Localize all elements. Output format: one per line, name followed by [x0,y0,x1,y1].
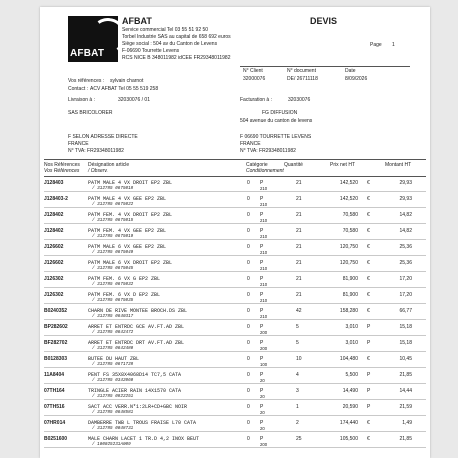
cell-cur: P [367,340,371,346]
cell-amt: 25,36 [399,260,412,266]
cell-desc: ARRET ET ENTRDC DRT AV.FT.AD ZBL [88,340,185,346]
cell-qty: 3 [296,388,299,394]
cell-cat: 0 [247,308,250,314]
livraison-value: 32030076 / 01 [118,97,150,103]
table-row [40,323,430,336]
cell-desc: PATM FEM. 4 VX GEE EP2 ZBL [88,228,167,234]
table-row [40,339,430,352]
cell-unit: P [260,212,264,218]
cell-amt: 17,20 [399,276,412,282]
row-divider [44,335,426,336]
row-divider [44,239,426,240]
cell-desc: ARRET ET ENTRDC GCE AV.FT.AD ZBL [88,324,185,330]
col-header-conditioning: Conditionnement [246,168,284,174]
cell-ref: / 312785 0648581 [92,410,134,415]
row-divider [44,447,426,448]
cell-ref: / 312785 0640317 [92,314,134,319]
row-divider [44,255,426,256]
cell-cur: € [367,244,370,250]
cell-cond: 210 [260,314,268,319]
cell-unit: P [260,196,264,202]
cell-cur: € [367,196,370,202]
cell-qty: 2 [296,420,299,426]
cell-amt: 10,45 [399,356,412,362]
table-row [40,243,430,256]
cell-ref: / 312785 0671728 [92,362,134,367]
row-divider [44,303,426,304]
cell-unit: P [260,356,264,362]
cell-code: J128403 [44,180,64,186]
cell-unit: P [260,340,264,346]
table-body [40,179,430,458]
cell-unit: P [260,324,264,330]
cell-pu: 104,480 [339,356,358,362]
billing-country: FRANCE [240,141,261,147]
col-header-amount: Montant HT [385,162,412,168]
table-row [40,355,430,368]
table-row [40,259,430,272]
cell-unit: P [260,292,264,298]
cell-qty: 5 [296,324,299,330]
cell-cond: 210 [260,202,268,207]
cell-amt: 21,59 [399,404,412,410]
cell-code: B0240352 [44,308,68,314]
table-row [40,211,430,224]
col-header-quantity: Quantité [284,162,303,168]
table-row [40,387,430,400]
page-label: Page [370,42,382,48]
cell-qty: 21 [296,260,302,266]
row-divider [44,287,426,288]
cell-cond: 200 [260,346,268,351]
cell-cur: € [367,420,370,426]
cell-cond: 200 [260,442,268,447]
cell-unit: P [260,388,264,394]
cell-unit: P [260,436,264,442]
cell-amt: 29,93 [399,180,412,186]
cell-cur: € [367,308,370,314]
cell-unit: P [260,260,264,266]
table-row [40,403,430,416]
refs-value: sylvain charnot [110,78,144,84]
cell-code: J126302 [44,292,64,298]
cell-desc: MALE CHARN LACET 1 TR.D 4,2 INOX BEUT [88,436,200,442]
cell-desc: PATM MALE 4 VX DROIT EP2 ZBL [88,180,173,186]
cell-ref: / 312785 0675045 [92,266,134,271]
cell-cur: € [367,180,370,186]
row-divider [44,191,426,192]
cell-cat: 0 [247,228,250,234]
cell-cond: 210 [260,250,268,255]
cell-qty: 21 [296,276,302,282]
meta-divider [240,66,410,67]
afbat-logo [68,16,118,62]
row-divider [44,271,426,272]
billing-city: F 06690 TOURRETTE LEVENS [240,134,312,140]
cell-code: 07HR014 [44,420,66,426]
table-header-line [44,176,426,177]
contact-value: ACV AFBAT Tel 05 55 519 258 [90,86,159,92]
cell-ref: / 100025231A009 [92,442,131,447]
cell-ref: / 312785 0675032 [92,282,134,287]
delivery-country: FRANCE [68,141,89,147]
row-divider [44,399,426,400]
document-number: DE/ 26711118 [287,76,318,82]
cell-ref: / 312785 0642480 [92,346,134,351]
cell-qty: 4 [296,372,299,378]
cell-qty: 21 [296,292,302,298]
page-number: 1 [392,42,395,48]
cell-cat: 0 [247,388,250,394]
cell-amt: 15,18 [399,324,412,330]
billing-tva: N° TVA: FR29348011982 [240,148,296,154]
cell-desc: PATM MALE 6 VX DROIT EP2 ZBL [88,260,173,266]
cell-unit: P [260,180,264,186]
cell-qty: 1 [296,404,299,410]
cell-cat: 0 [247,420,250,426]
cell-pu: 20,590 [342,404,358,410]
cell-unit: P [260,244,264,250]
cell-cond: 210 [260,298,268,303]
cell-desc: PATM FEM. 6 VX D EP2 ZBL [88,292,161,298]
cell-cat: 0 [247,260,250,266]
cell-pu: 120,750 [339,244,358,250]
cell-cond: 210 [260,186,268,191]
cell-unit: P [260,308,264,314]
cell-pu: 3,010 [345,340,358,346]
cell-pu: 81,900 [342,276,358,282]
cell-cat: 0 [247,404,250,410]
cell-cond: 20 [260,394,265,399]
company-name: AFBAT [122,16,152,26]
cell-pu: 174,440 [339,420,358,426]
cell-amt: 25,36 [399,244,412,250]
cell-unit: P [260,372,264,378]
cell-pu: 14,490 [342,388,358,394]
row-divider [44,223,426,224]
cell-pu: 142,520 [339,180,358,186]
cell-amt: 15,18 [399,340,412,346]
cell-desc: PENT FS 35X8X4068D14 TC7,5 CATA [88,372,182,378]
cell-ref: / 312785 0675018 [92,186,134,191]
cell-cond: 210 [260,282,268,287]
table-row [40,291,430,304]
document-page [40,7,430,458]
contact-label: Contact : [68,86,89,92]
document-type: DEVIS [310,16,338,26]
cell-cond: 20 [260,378,265,383]
cell-ref: / 312785 0675049 [92,250,134,255]
cell-cat: 0 [247,372,250,378]
cell-pu: 105,500 [339,436,358,442]
cell-cur: € [367,292,370,298]
row-divider [44,207,426,208]
cell-ref: / 312785 0342060 [92,378,134,383]
cell-cur: € [367,228,370,234]
cell-cond: 100 [260,362,268,367]
cell-desc: SACT ACC VERR.N*1:2LR+CD+GBC NOIR [88,404,188,410]
cell-cur: P [367,372,371,378]
cell-amt: 17,20 [399,292,412,298]
cell-pu: 3,010 [345,324,358,330]
cell-cat: 0 [247,212,250,218]
col-header-designation2: / Observ. [88,168,108,174]
cell-amt: 14,44 [399,388,412,394]
cell-pu: 5,500 [345,372,358,378]
cell-qty: 21 [296,180,302,186]
cell-desc: TRINGLE ACIER RAIN 14X1570 CATA [88,388,182,394]
cell-cond: 20 [260,410,265,415]
cell-cat: 0 [247,292,250,298]
cell-code: BP282602 [44,324,68,330]
cell-cat: 0 [247,356,250,362]
delivery-city: F SELON ADRESSE DIRECTE [68,134,138,140]
table-row [40,371,430,384]
cell-amt: 1,49 [402,420,412,426]
billing-street: 504 avenue du canton de levens [240,118,313,124]
date-label: Date [345,68,356,74]
cell-cond: 20 [260,426,265,431]
table-row [40,179,430,192]
cell-amt: 21,85 [399,436,412,442]
cell-cat: 0 [247,244,250,250]
table-row [40,227,430,240]
cell-cat: 0 [247,196,250,202]
cell-pu: 81,900 [342,292,358,298]
cell-cond: 210 [260,234,268,239]
cell-cur: € [367,356,370,362]
cell-unit: P [260,276,264,282]
cell-code: J128403-2 [44,196,68,202]
cell-code: B0128303 [44,356,68,362]
cell-cur: € [367,276,370,282]
row-divider [44,431,426,432]
cell-qty: 5 [296,340,299,346]
cell-unit: P [260,420,264,426]
cell-cat: 0 [247,276,250,282]
cell-unit: P [260,404,264,410]
table-top-line [44,159,426,160]
document-date: 8/09/2026 [345,76,368,82]
row-divider [44,415,426,416]
billing-name: FG DIFFUSION [262,110,298,116]
table-row [40,195,430,208]
cell-desc: DAMBERRE TWB L TROUS FRAISE L70 CATA [88,420,197,426]
cell-desc: PATM FEM. 4 VX DROIT EP2 ZBL [88,212,173,218]
cell-qty: 25 [296,436,302,442]
company-line-1: Service commercial Tel 03 55 51 92 50 [122,27,209,33]
cell-cur: P [367,388,371,394]
cell-code: 07TH164 [44,388,65,394]
company-line-4: F-06690 Tourrette Levens [122,48,180,54]
company-line-5: RCS NICE B 348011982 idCEE FR29348011982 [122,55,231,61]
cell-code: B0251600 [44,436,68,442]
table-row [40,307,430,320]
delivery-name: SAS BRICOLORER [68,110,113,116]
cell-desc: PATM FEM. 6 VX G EP2 ZBL [88,276,161,282]
cell-qty: 21 [296,212,302,218]
col-header-ref2: Vos Références [44,168,80,174]
table-row [40,419,430,432]
cell-cat: 0 [247,180,250,186]
cell-cat: 0 [247,340,250,346]
cell-ref: / 312785 0642472 [92,330,134,335]
cell-ref: / 312785 0675022 [92,202,134,207]
cell-amt: 21,85 [399,372,412,378]
row-divider [44,319,426,320]
cell-ref: / 312785 0048731 [92,426,134,431]
cell-desc: CHARN DE RIVE MONTEE BROCH.DS ZBL [88,308,188,314]
row-divider [44,383,426,384]
company-line-3: Siège social : 504 av du Canton de Levens [122,41,218,47]
cell-qty: 21 [296,228,302,234]
cell-ref: / 312785 0822251 [92,394,134,399]
cell-desc: BUTEE DU HAUT ZBL [88,356,140,362]
livraison-label: Livraison à : [68,97,95,103]
cell-cur: € [367,212,370,218]
col-header-category: Catégorie [246,162,268,168]
col-header-designation: Désignation article [88,162,130,168]
table-row [40,275,430,288]
cell-pu: 120,750 [339,260,358,266]
cell-pu: 142,520 [339,196,358,202]
cell-code: J128402 [44,212,64,218]
delivery-tva: N° TVA: FR29348011982 [68,148,124,154]
col-header-ref: Nos Références [44,162,80,168]
cell-cur: € [367,260,370,266]
cell-ref: / 312785 0675019 [92,234,134,239]
table-row [40,435,430,448]
client-number: 32000076 [243,76,266,82]
cell-qty: 21 [296,196,302,202]
cell-code: J126602 [44,260,64,266]
row-divider [44,351,426,352]
cell-desc: PATM MALE 6 VX GEE EP2 ZBL [88,244,167,250]
cell-pu: 70,580 [342,212,358,218]
cell-amt: 66,77 [399,308,412,314]
document-number-label: N° document [287,68,316,74]
refs-label: Vos références : [68,78,105,84]
company-line-2: Torbel Industrie SAS au capital de 658 692 euros [122,34,231,40]
cell-cur: € [367,436,370,442]
cell-cond: 200 [260,330,268,335]
cell-ref: / 312785 0675035 [92,298,134,303]
cell-qty: 42 [296,308,302,314]
cell-amt: 14,82 [399,212,412,218]
facturation-label: Facturation à : [240,97,272,103]
client-number-label: N° Client [243,68,263,74]
cell-amt: 29,93 [399,196,412,202]
cell-desc: PATM MALE 4 VX GEE EP2 ZBL [88,196,167,202]
cell-code: 07TH516 [44,404,65,410]
cell-unit: P [260,228,264,234]
cell-cat: 0 [247,324,250,330]
cell-code: J128402 [44,228,64,234]
row-divider [44,367,426,368]
facturation-value: 32030076 [288,97,311,103]
cell-pu: 70,580 [342,228,358,234]
cell-cond: 210 [260,218,268,223]
cell-cur: P [367,324,371,330]
cell-cat: 0 [247,436,250,442]
cell-qty: 10 [296,356,302,362]
cell-code: J126602 [44,244,64,250]
cell-pu: 158,280 [339,308,358,314]
cell-code: BF282702 [44,340,68,346]
col-header-unit-price: Prix net HT [330,162,356,168]
cell-cur: P [367,404,371,410]
cell-amt: 14,82 [399,228,412,234]
logo-text: AFBAT [70,48,105,59]
cell-qty: 21 [296,244,302,250]
cell-code: 11A8404 [44,372,65,378]
cell-ref: / 312785 0675015 [92,218,134,223]
cell-cond: 210 [260,266,268,271]
cell-code: J126302 [44,276,64,282]
